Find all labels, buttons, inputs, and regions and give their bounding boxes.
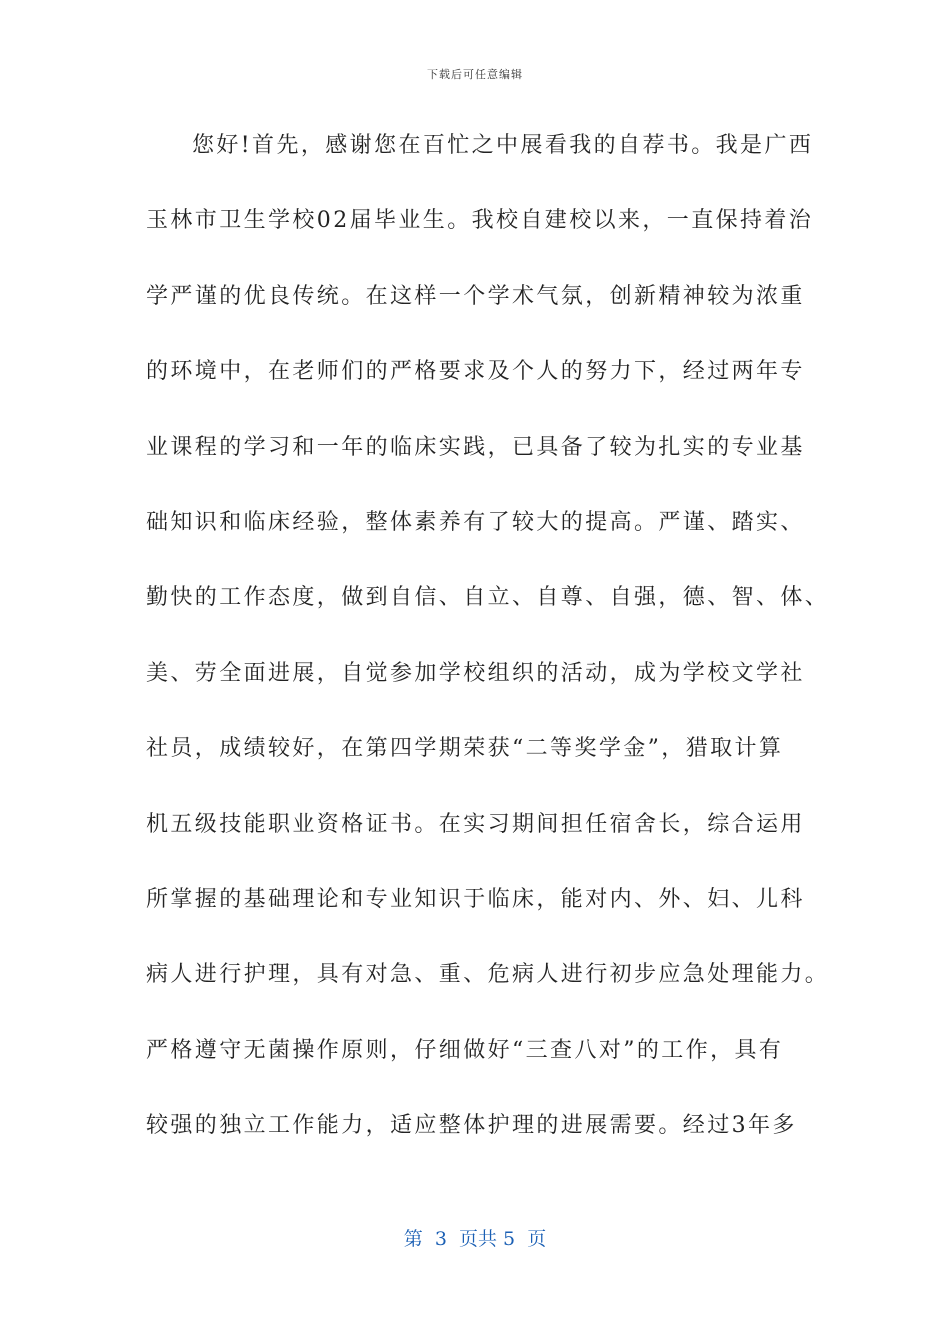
body-line-14: 较强的独立工作能力，适应整体护理的进展需要。经过3年多 [146, 1113, 797, 1139]
body-line-3: 学严谨的优良传统。在这样一个学术气氛，创新精神较为浓重 [146, 283, 805, 309]
body-line-12: 病人进行护理，具有对急、重、危病人进行初步应急处理能力。 [146, 962, 830, 988]
body-line-5: 业课程的学习和一年的临床实践，已具备了较为扎实的专业基 [146, 434, 805, 460]
body-line-4: 的环境中，在老师们的严格要求及个人的努力下，经过两年专 [146, 359, 805, 385]
body-line-2: 玉林市卫生学校02届毕业生。我校自建校以来，一直保持着治 [146, 208, 814, 234]
body-line-6: 础知识和临床经验，整体素养有了较大的提高。严谨、踏实、 [146, 509, 805, 535]
body-line-13: 严格遵守无菌操作原则，仔细做好“三查八对”的工作，具有 [146, 1037, 784, 1063]
letter-body [146, 124, 830, 1179]
body-line-7: 勤快的工作态度，做到自信、自立、自尊、自强，德、智、体、 [146, 585, 830, 611]
body-line-1: 您好!首先，感谢您在百忙之中展看我的自荐书。我是广西 [192, 133, 814, 158]
body-line-10: 机五级技能职业资格证书。在实习期间担任宿舍长，综合运用 [146, 811, 805, 837]
body-line-9: 社员，成绩较好，在第四学期荣获“二等奖学金”，猎取计算 [146, 736, 784, 762]
body-line-8: 美、劳全面进展，自觉参加学校组织的活动，成为学校文学社 [146, 660, 805, 686]
body-line-11: 所掌握的基础理论和专业知识于临床，能对内、外、妇、儿科 [146, 886, 805, 912]
page-header-note: 下载后可任意编辑 [427, 68, 523, 81]
page-number-footer: 第 3 页共 5 页 [403, 1228, 547, 1250]
